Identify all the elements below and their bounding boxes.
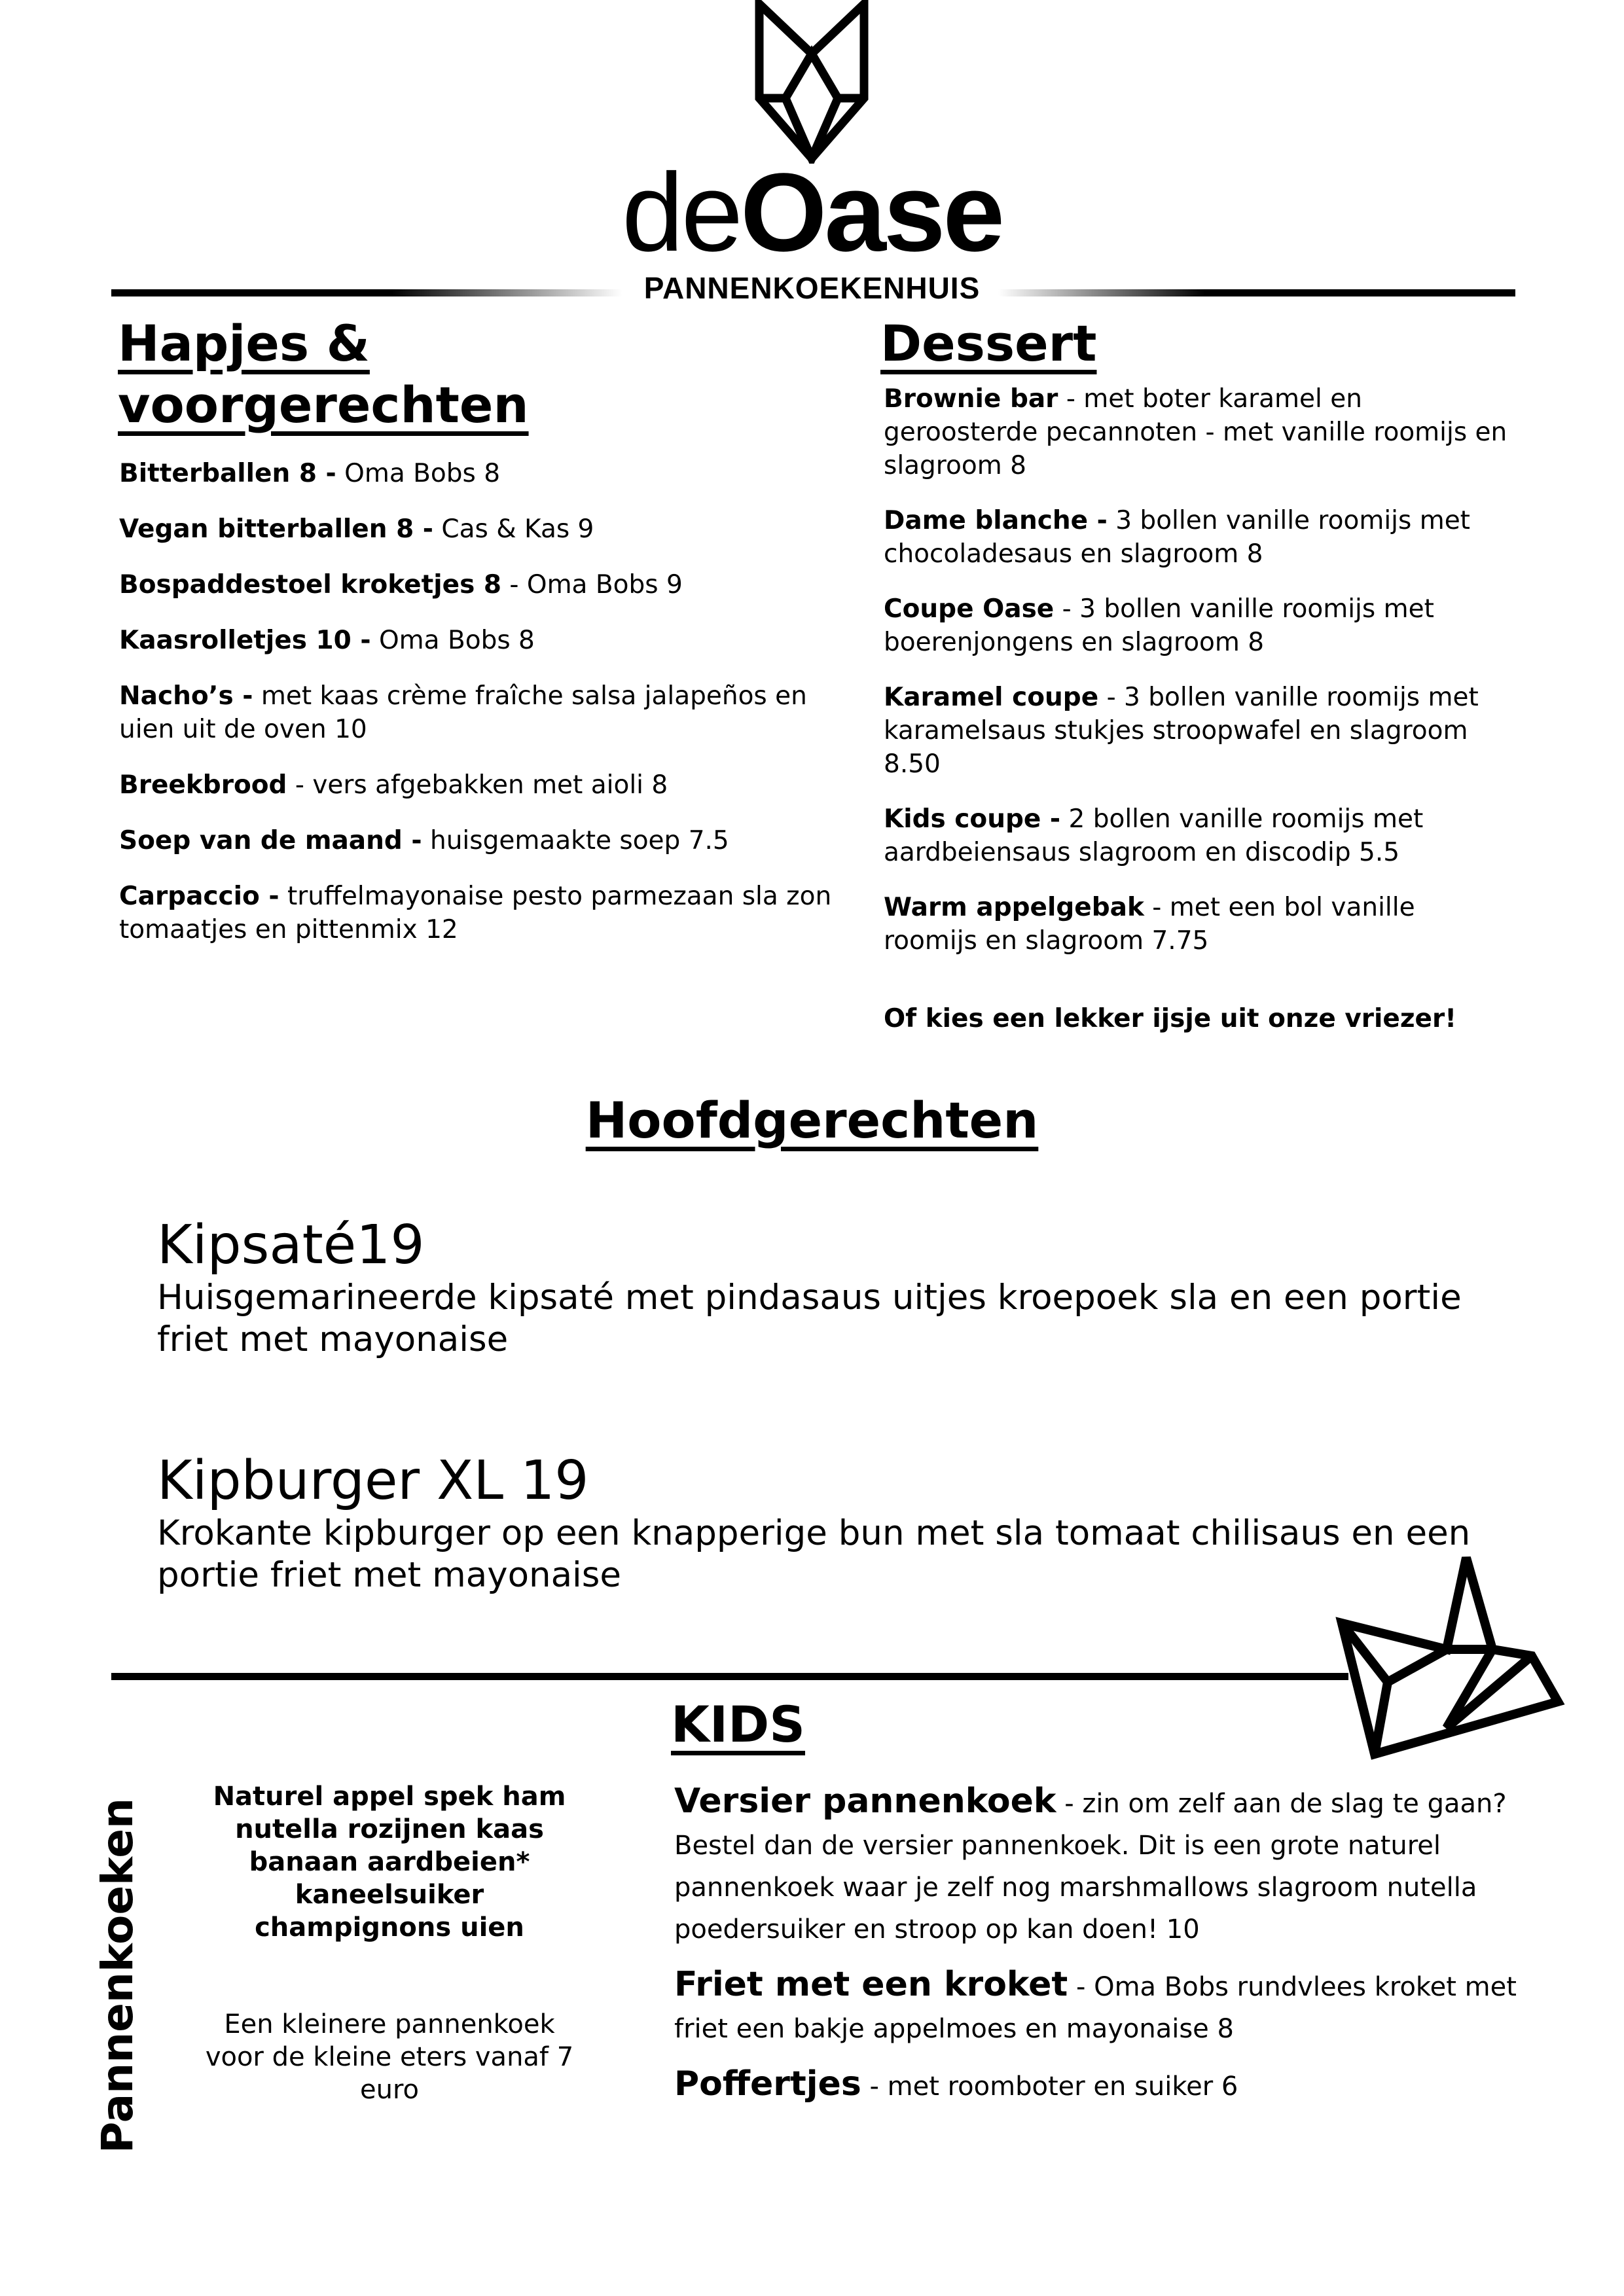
item-detail: - met een bol vanille roomijs en slagroom 7.75 — [884, 893, 1415, 956]
main-dish — [157, 1450, 1532, 1596]
dish-title — [157, 1214, 1532, 1277]
item-name: Poffertjes — [674, 2064, 861, 2104]
list-item — [674, 2063, 1538, 2108]
pancakes-vertical-label: Pannenkoeken — [92, 1798, 143, 2153]
dish-description: Huisgemarineerde kipsaté met pindasaus uitjes kroepoek sla en een portie friet met mayonaise — [157, 1278, 1462, 1359]
mains-heading: Hoofdgerechten — [585, 1091, 1039, 1149]
dessert-list — [884, 382, 1512, 1057]
dish-name: Kipburger XL — [157, 1450, 504, 1512]
dish-title — [157, 1450, 1532, 1513]
item-name: Karamel coupe — [884, 683, 1099, 712]
section-divider — [111, 1673, 1348, 1680]
item-name: Dame blanche - — [884, 506, 1108, 535]
item-name: Bitterballen 8 - — [119, 459, 336, 488]
item-detail: - vers afgebakken met aioli 8 — [287, 770, 668, 800]
item-name: Kids coupe - — [884, 804, 1061, 834]
list-item — [884, 592, 1512, 659]
brand-subtitle: PANNENKOEKENHUIS — [643, 271, 981, 305]
dish-price: 19 — [356, 1214, 425, 1276]
item-detail: 2 bollen vanille roomijs met aardbeiensaus slagroom en discodip 5.5 — [884, 804, 1424, 867]
item-name: Bospaddestoel kroketjes 8 — [119, 570, 501, 600]
starters-heading-line1: Hapjes & — [118, 314, 370, 372]
list-item — [674, 1964, 1538, 2050]
brand-prefix: de — [622, 151, 741, 275]
item-detail: - 3 bollen vanille roomijs met karamelsaus stukjes stroopwafel en slagroom 8.50 — [884, 683, 1479, 779]
dish-price: 19 — [503, 1450, 589, 1512]
list-item — [119, 880, 852, 946]
list-item — [119, 624, 852, 657]
item-name: Versier pannenkoek — [674, 1782, 1056, 1821]
list-item — [119, 457, 852, 490]
kids-heading: KIDS — [671, 1695, 805, 1753]
item-detail: - met roomboter en suiker 6 — [861, 2072, 1238, 2102]
item-detail: - met boter karamel en geroosterde pecannoten - met vanille roomijs en slagroom 8 — [884, 384, 1507, 480]
list-item — [119, 768, 852, 802]
item-detail: Cas & Kas 9 — [433, 514, 594, 544]
item-name: Breekbrood — [119, 770, 287, 800]
item-name: Vegan bitterballen 8 - — [119, 514, 433, 544]
list-item — [119, 679, 852, 746]
geometric-fox-icon — [1335, 1551, 1597, 1767]
list-item — [884, 802, 1512, 869]
dish-name: Kipsaté — [157, 1214, 357, 1276]
item-detail: - Oma Bobs 9 — [501, 570, 683, 600]
brand-name: Oase — [740, 151, 1002, 275]
list-item — [674, 1780, 1538, 1950]
item-detail: - zin om zelf aan de slag te gaan? Bestel dan de versier pannenkoek. Dit is een grote naturel pannenkoek waar je zelf nog marshmallows slagroom nutella poedersuiker en stroop op kan doen! 10 — [674, 1789, 1507, 1945]
dessert-heading: Dessert — [880, 314, 1097, 372]
item-name: Nacho’s - — [119, 681, 253, 711]
item-detail: met kaas crème fraîche salsa jalapeños en uien uit de oven 10 — [119, 681, 807, 744]
pancake-small-note: Een kleinere pannenkoek voor de kleine eters vanaf 7 euro — [205, 2009, 574, 2105]
item-name: Soep van de maand - — [119, 826, 422, 855]
list-item — [119, 824, 852, 857]
pancake-toppings: Naturel appel spek ham nutella rozijnen kaas banaan aardbeien* kaneelsuiker champignons uien — [213, 1782, 566, 1943]
kids-list — [674, 1780, 1538, 2121]
item-name: Brownie bar — [884, 384, 1058, 414]
item-name: Carpaccio - — [119, 882, 280, 911]
item-name: Warm appelgebak — [884, 893, 1144, 922]
dessert-note: Of kies een lekker ijsje uit onze vriezer! — [884, 1004, 1457, 1033]
item-name: Coupe Oase — [884, 594, 1055, 624]
starters-heading — [118, 313, 529, 436]
item-detail: truffelmayonaise pesto parmezaan sla zon tomaatjes en pittenmix 12 — [119, 882, 832, 944]
item-name: Friet met een kroket — [674, 1965, 1068, 2004]
main-dish — [157, 1214, 1532, 1361]
list-item — [884, 891, 1512, 958]
item-name: Kaasrolletjes 10 - — [119, 626, 371, 655]
brand-logo-text — [0, 151, 1624, 275]
starters-heading-line2: voorgerechten — [118, 376, 529, 434]
list-item — [884, 681, 1512, 781]
item-detail: - 3 bollen vanille roomijs met boerenjongens en slagroom 8 — [884, 594, 1434, 657]
fox-head-icon — [746, 0, 877, 164]
item-detail: Oma Bobs 8 — [336, 459, 501, 488]
list-item — [884, 504, 1512, 571]
item-detail: 3 bollen vanille roomijs met chocoladesaus en slagroom 8 — [884, 506, 1470, 569]
list-item — [119, 568, 852, 601]
dish-description: Krokante kipburger op een knapperige bun met sla tomaat chilisaus en een portie friet met mayonaise — [157, 1513, 1471, 1595]
item-detail: huisgemaakte soep 7.5 — [422, 826, 729, 855]
starters-list — [119, 457, 852, 969]
list-item — [884, 382, 1512, 482]
item-detail: Oma Bobs 8 — [370, 626, 535, 655]
list-item — [119, 512, 852, 546]
item-detail: - Oma Bobs rundvlees kroket met friet een bakje appelmoes en mayonaise 8 — [674, 1972, 1517, 2044]
